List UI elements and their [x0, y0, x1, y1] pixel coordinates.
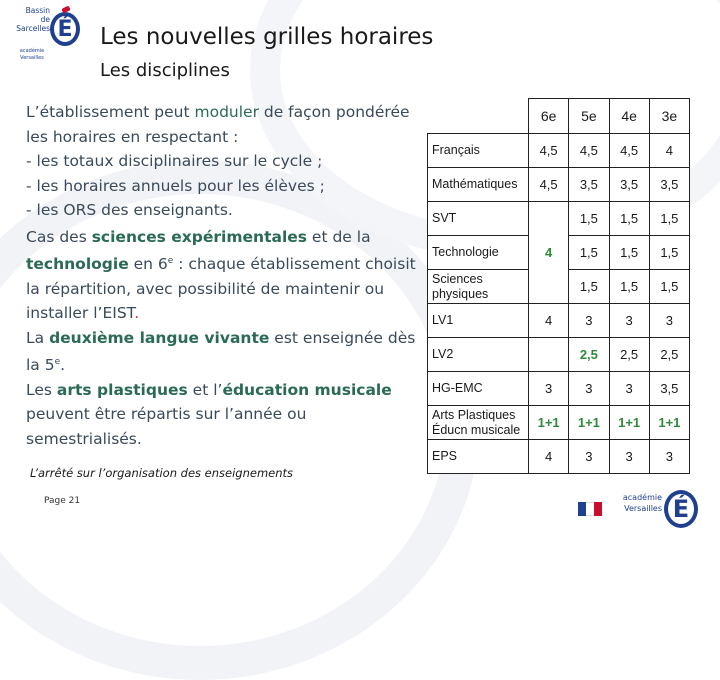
highlight-sciences: sciences expérimentales	[91, 227, 307, 246]
hours-cell: 3	[649, 304, 689, 338]
hours-cell: 1+1	[569, 406, 609, 440]
table-row	[428, 134, 690, 168]
hours-cell: 3	[609, 304, 649, 338]
hours-cell: 3	[609, 372, 649, 406]
column-header-5e: 5e	[569, 99, 609, 134]
hours-cell: 1,5	[649, 202, 689, 236]
logo-text: Bassin de Sarcelles	[16, 6, 50, 33]
paragraph-modulation: L’établissement peut moduler de façon pondérée les horaires en respectant : - les totaux disciplinaires sur le cycle ; - les horaires annuels pour les élèves ; - les ORS des enseignants.	[26, 103, 410, 219]
hours-cell: 1,5	[569, 202, 609, 236]
table-corner	[428, 99, 529, 134]
hours-cell: 1+1	[609, 406, 649, 440]
subject-cell: LV1	[428, 304, 529, 338]
hours-cell: 1,5	[609, 270, 649, 304]
hours-cell: 1,5	[609, 202, 649, 236]
highlight-musique: éducation musicale	[222, 380, 392, 399]
academie-e-icon: É	[50, 12, 80, 46]
hours-cell: 3,5	[569, 168, 609, 202]
bassin-logo	[6, 6, 84, 70]
hours-cell: 3,5	[649, 168, 689, 202]
hours-cell: 2,5	[649, 338, 689, 372]
subject-cell: Mathématiques	[428, 168, 529, 202]
table-header-row	[428, 99, 690, 134]
table-row	[428, 372, 690, 406]
decree-caption: L’arrêté sur l’organisation des enseignements	[30, 466, 294, 480]
hours-cell: 4	[649, 134, 689, 168]
hours-cell: 4	[529, 440, 569, 474]
column-header-3e: 3e	[649, 99, 689, 134]
hours-cell: 3	[569, 440, 609, 474]
hours-cell: 4	[529, 304, 569, 338]
hours-cell: 4,5	[569, 134, 609, 168]
hours-cell: 1,5	[649, 270, 689, 304]
hours-cell: 1,5	[609, 236, 649, 270]
logo-subtext: académie Versailles	[19, 48, 45, 61]
hours-cell: 1,5	[569, 236, 609, 270]
hours-cell: 3	[609, 440, 649, 474]
hours-cell: 2,5	[609, 338, 649, 372]
table-row	[428, 202, 690, 236]
column-header-4e: 4e	[609, 99, 649, 134]
subject-cell: Arts Plastiques Éducn musicale	[428, 406, 529, 440]
hours-cell: 1+1	[649, 406, 689, 440]
subject-cell: HG-EMC	[428, 372, 529, 406]
paragraph-lv2: La deuxième langue vivante est enseignée dès la 5e.	[26, 328, 416, 375]
page-subtitle: Les disciplines	[100, 60, 230, 81]
column-header-6e: 6e	[529, 99, 569, 134]
hours-cell: 2,5	[569, 338, 609, 372]
paragraph-arts: Les arts plastiques et l’éducation musicale peuvent être répartis sur l’année ou semestrialisés.	[26, 380, 392, 448]
hours-cell: 3	[649, 440, 689, 474]
hours-cell: 3,5	[609, 168, 649, 202]
subject-cell: Technologie	[428, 236, 529, 270]
hours-cell: 1,5	[649, 236, 689, 270]
academie-footer-logo	[578, 486, 708, 532]
table-row	[428, 304, 690, 338]
hours-cell-merged-sciences: 4	[529, 202, 569, 304]
highlight-moduler: moduler	[194, 103, 259, 121]
subject-cell: SVT	[428, 202, 529, 236]
academie-e-icon: É	[664, 490, 698, 528]
highlight-arts: arts plastiques	[56, 380, 188, 399]
hours-cell: 1+1	[529, 406, 569, 440]
footer-logo-text: académie Versailles	[622, 493, 662, 513]
hours-cell: 1,5	[569, 270, 609, 304]
french-flag-icon	[578, 502, 602, 516]
table-row	[428, 168, 690, 202]
hours-cell: 3	[569, 304, 609, 338]
hours-cell: 4,5	[529, 134, 569, 168]
paragraph-sciences: Cas des sciences expérimentales et de la technologie en 6e : chaque établissement choisit la répartition, avec possibilité de maintenir ou installer l’EIST.	[26, 227, 416, 323]
hours-cell: 3	[569, 372, 609, 406]
body-text	[26, 100, 418, 451]
hours-cell: 4,5	[529, 168, 569, 202]
hours-cell	[529, 338, 569, 372]
page-title: Les nouvelles grilles horaires	[100, 24, 434, 50]
highlight-technologie: technologie	[26, 255, 129, 274]
subject-cell: EPS	[428, 440, 529, 474]
subject-cell: LV2	[428, 338, 529, 372]
table-row	[428, 440, 690, 474]
hours-cell: 4,5	[609, 134, 649, 168]
table-row	[428, 406, 690, 440]
page-number: Page 21	[44, 496, 81, 506]
highlight-lv2: deuxième langue vivante	[49, 328, 270, 347]
subject-cell: Sciences physiques	[428, 270, 529, 304]
subject-cell: Français	[428, 134, 529, 168]
table-row	[428, 338, 690, 372]
hours-cell: 3	[529, 372, 569, 406]
hours-table	[427, 98, 690, 474]
hours-cell: 3,5	[649, 372, 689, 406]
